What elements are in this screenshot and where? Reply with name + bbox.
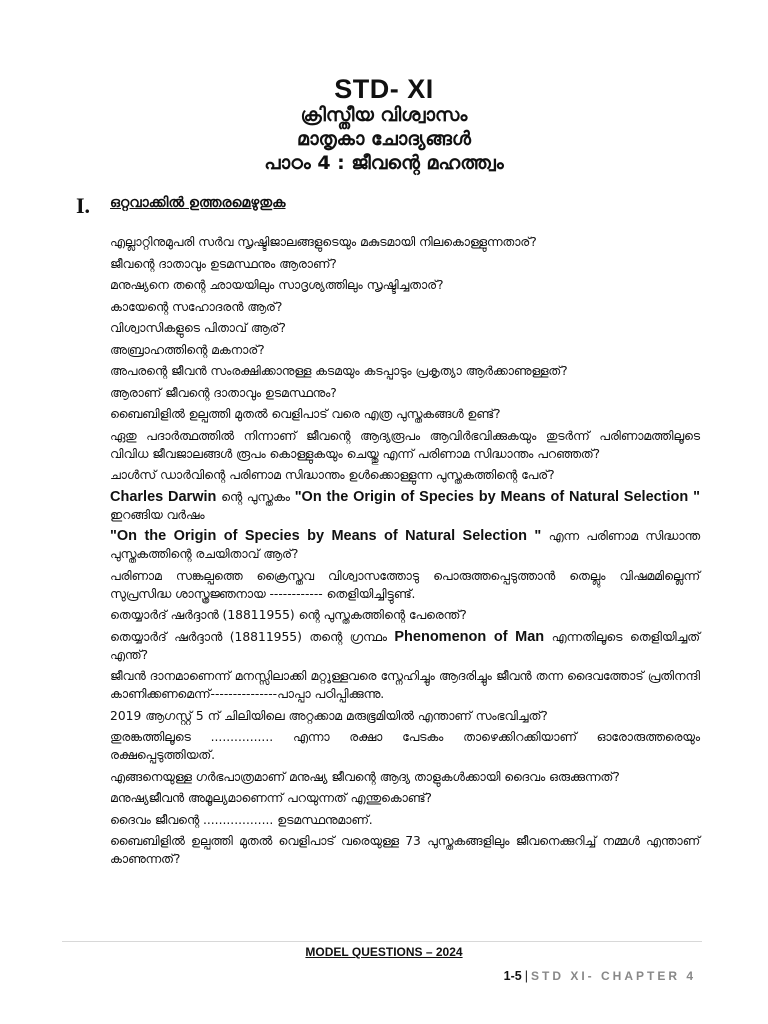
question-item: പരിണാമ സങ്കല്പത്തെ ക്രൈസ്തവ വിശ്വാസത്തോടു പൊരുത്തപ്പെടുത്താൻ തെല്ലും വിഷമമില്ലെന്ന് സുപ്രസിദ്ധ ശാസ്ത്രജ്ഞനായ ------------ തെളിയിച്ചിട്ടുണ്ട്.	[110, 568, 700, 601]
question-item: ബൈബിളിൽ ഉല്പത്തി മുതൽ വെളിപാട് വരെ എത്ര പുസ്തകങ്ങൾ ഉണ്ട്?	[110, 407, 501, 421]
question-item: അബ്രാഹത്തിന്റെ മകനാര്?	[110, 342, 265, 357]
question-item: മനുഷ്യനെ തന്റെ ഛായയിലും സാദൃശ്യത്തിലും സൃഷ്ടിച്ചതാര്?	[110, 278, 444, 292]
question-text: തെയ്യാർദ് ഷർദ്ദാൻ (18811955) തന്റെ ഗ്രന്ഥം	[110, 629, 395, 644]
question-item-origin-author	[110, 527, 700, 563]
question-item: ജീവൻ ദാനമാണെന്ന് മനസ്സിലാക്കി മറ്റുള്ളവരെ സ്നേഹിച്ചും ആദരിച്ചും ജീവൻ തന്ന ദൈവത്തോട് പ്രതിനന്ദി കാണിക്കണമെന്ന്---------------പാപ്പാ പഠിപ്പിക്കുന്നു.	[110, 669, 700, 701]
question-item: എല്ലാറ്റിനുമുപരി സർവ സൃഷ്ടിജാലങ്ങളുടെയും മകുടമായി നിലകൊള്ളുന്നതാര്?	[110, 235, 537, 249]
question-item: വിശ്വാസികളുടെ പിതാവ് ആര്?	[110, 321, 286, 335]
question-item: ദൈവം ജീവന്റെ .................. ഉടമസ്ഥനുമാണ്.	[110, 812, 373, 827]
footer-title: MODEL QUESTIONS – 2024	[305, 945, 463, 959]
subject-title: ക്രിസ്തീയ വിശ്വാസം	[300, 104, 468, 126]
question-item: ഏതു പദാർത്ഥത്തിൽ നിന്നാണ് ജീവന്റെ ആദ്യരൂപം ആവിർഭവിക്കുകയും തുടർന്ന് പരിണാമത്തിലൂടെ വിവിധ ജീവജാലങ്ങൾ രൂപം കൊള്ളുകയും ചെയ്തു എന്ന് പരിണാമ സിദ്ധാന്തം പറഞ്ഞത്?	[110, 428, 700, 461]
question-item-phenomenon	[110, 628, 700, 664]
question-item: അപരന്റെ ജീവൻ സംരക്ഷിക്കാനുള്ള കടമയും കടപ്പാടും പ്രകൃത്യാ ആർക്കാണുള്ളത്?	[110, 364, 568, 378]
question-item: ചാൾസ് ഡാർവിന്റെ പരിണാമ സിദ്ധാന്തം ഉൾക്കൊള്ളുന്ന പുസ്തകത്തിന്റെ പേര്?	[110, 468, 555, 482]
question-item: മനുഷ്യജീവൻ അമൂല്യമാണെന്ന് പറയുന്നത് എന്തുകൊണ്ട്?	[110, 791, 432, 805]
darwin-name: Charles Darwin	[110, 488, 217, 505]
page-number	[504, 969, 696, 983]
book-title: "On the Origin of Species by Means of Natural Selection "	[110, 528, 542, 544]
question-item: കായേന്റെ സഹോദരൻ ആര്?	[110, 299, 283, 314]
lesson-title: പാഠം 4 : ജീവന്റെ മഹത്ത്വം	[264, 152, 504, 174]
footer-divider	[62, 941, 702, 942]
question-item-darwin-year	[110, 488, 700, 524]
question-item: ആരാണ് ജീവന്റെ ദാതാവും ഉടമസ്ഥനും?	[110, 385, 337, 400]
question-item: 2019 ആഗസ്റ്റ് 5 ന് ചിലിയിലെ അറ്റക്കാമ മരുഭൂമിയിൽ എന്താണ് സംഭവിച്ചത്?	[110, 708, 548, 723]
page-number-separator: |	[524, 969, 528, 983]
question-text: എന്ന പരിണാമ സിദ്ധാന്ത പുസ്തകത്തിന്റെ രചയിതാവ് ആര്?	[110, 529, 700, 561]
question-item: ജീവന്റെ ദാതാവും ഉടമസ്ഥനും ആരാണ്?	[110, 256, 337, 271]
question-text: ന്റെ പുസ്തകം	[216, 489, 295, 504]
grade-title: STD- XI	[334, 74, 434, 104]
question-item: ബൈബിളിൽ ഉല്പത്തി മുതൽ വെളിപാട് വരെയുള്ള 73 പുസ്തകങ്ങളിലും ജീവനെക്കുറിച്ച് നമ്മൾ എന്താണ് കാണുന്നത്?	[110, 834, 700, 866]
section-number: I.	[76, 193, 91, 218]
question-text: ഇറങ്ങിയ വർഷം	[110, 507, 205, 522]
question-item: എങ്ങനെയുള്ള ഗർഭപാത്രമാണ് മനുഷ്യ ജീവന്റെ ആദ്യ താളുകൾക്കായി ദൈവം ഒരുക്കുന്നത്?	[110, 769, 620, 784]
chapter-label: STD XI- CHAPTER 4	[530, 969, 696, 983]
book-title: "On the Origin of Species by Means of Natural Selection "	[294, 488, 700, 505]
book-title: Phenomenon of Man	[394, 628, 545, 645]
section-title: ഒറ്റവാക്കിൽ ഉത്തരമെഴുതുക	[110, 195, 286, 211]
paper-type-title: മാതൃകാ ചോദ്യങ്ങൾ	[297, 128, 471, 150]
question-list	[110, 233, 700, 872]
question-text: എന്നതിലൂടെ തെളിയിച്ചത് എന്ത്?	[110, 629, 700, 662]
question-item: തുരങ്കത്തിലൂടെ ................ എന്നാ രക്ഷാ പേടകം താഴെക്കിറക്കിയാണ് ഓരോരുത്തരെയും രക്ഷപ്പെടുത്തിയത്.	[110, 730, 700, 762]
page-number-value: 1-5	[503, 969, 522, 983]
question-item: തെയ്യാർദ് ഷർദ്ദാൻ (18811955) ന്റെ പുസ്തകത്തിന്റെ പേരെന്ത്?	[110, 608, 467, 622]
